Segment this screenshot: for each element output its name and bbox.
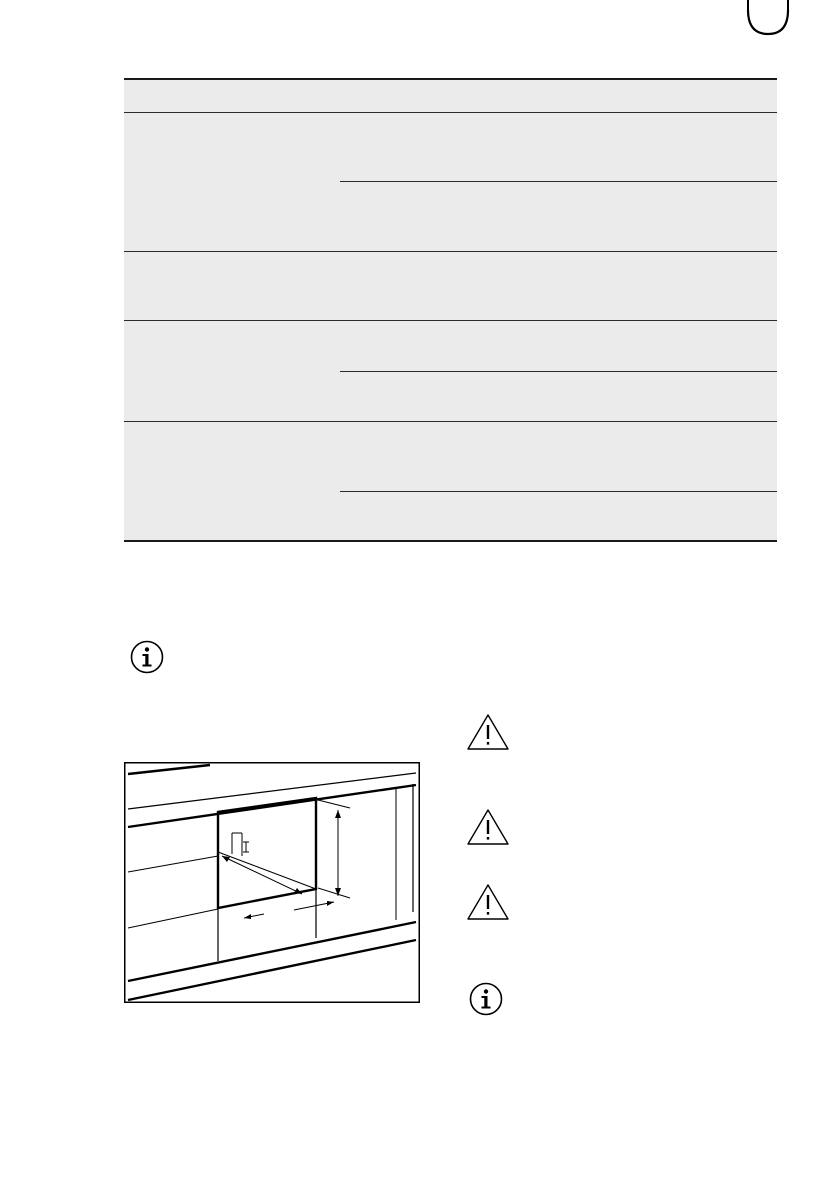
spec-table	[124, 78, 777, 542]
warning-triangle-icon	[466, 808, 510, 846]
table-row-divider	[340, 491, 777, 492]
info-icon	[130, 640, 164, 674]
table-header-divider	[124, 112, 777, 113]
table-group-divider	[124, 421, 777, 422]
scissors-icon	[740, 0, 796, 36]
table-row-divider	[340, 371, 777, 372]
info-icon	[469, 982, 503, 1016]
table-group-divider	[124, 251, 777, 252]
warning-triangle-icon	[466, 883, 510, 921]
warning-triangle-icon	[466, 713, 510, 751]
table-row-divider	[340, 181, 777, 182]
table-group-divider	[124, 320, 777, 321]
built-in-installation-diagram	[124, 762, 420, 1003]
